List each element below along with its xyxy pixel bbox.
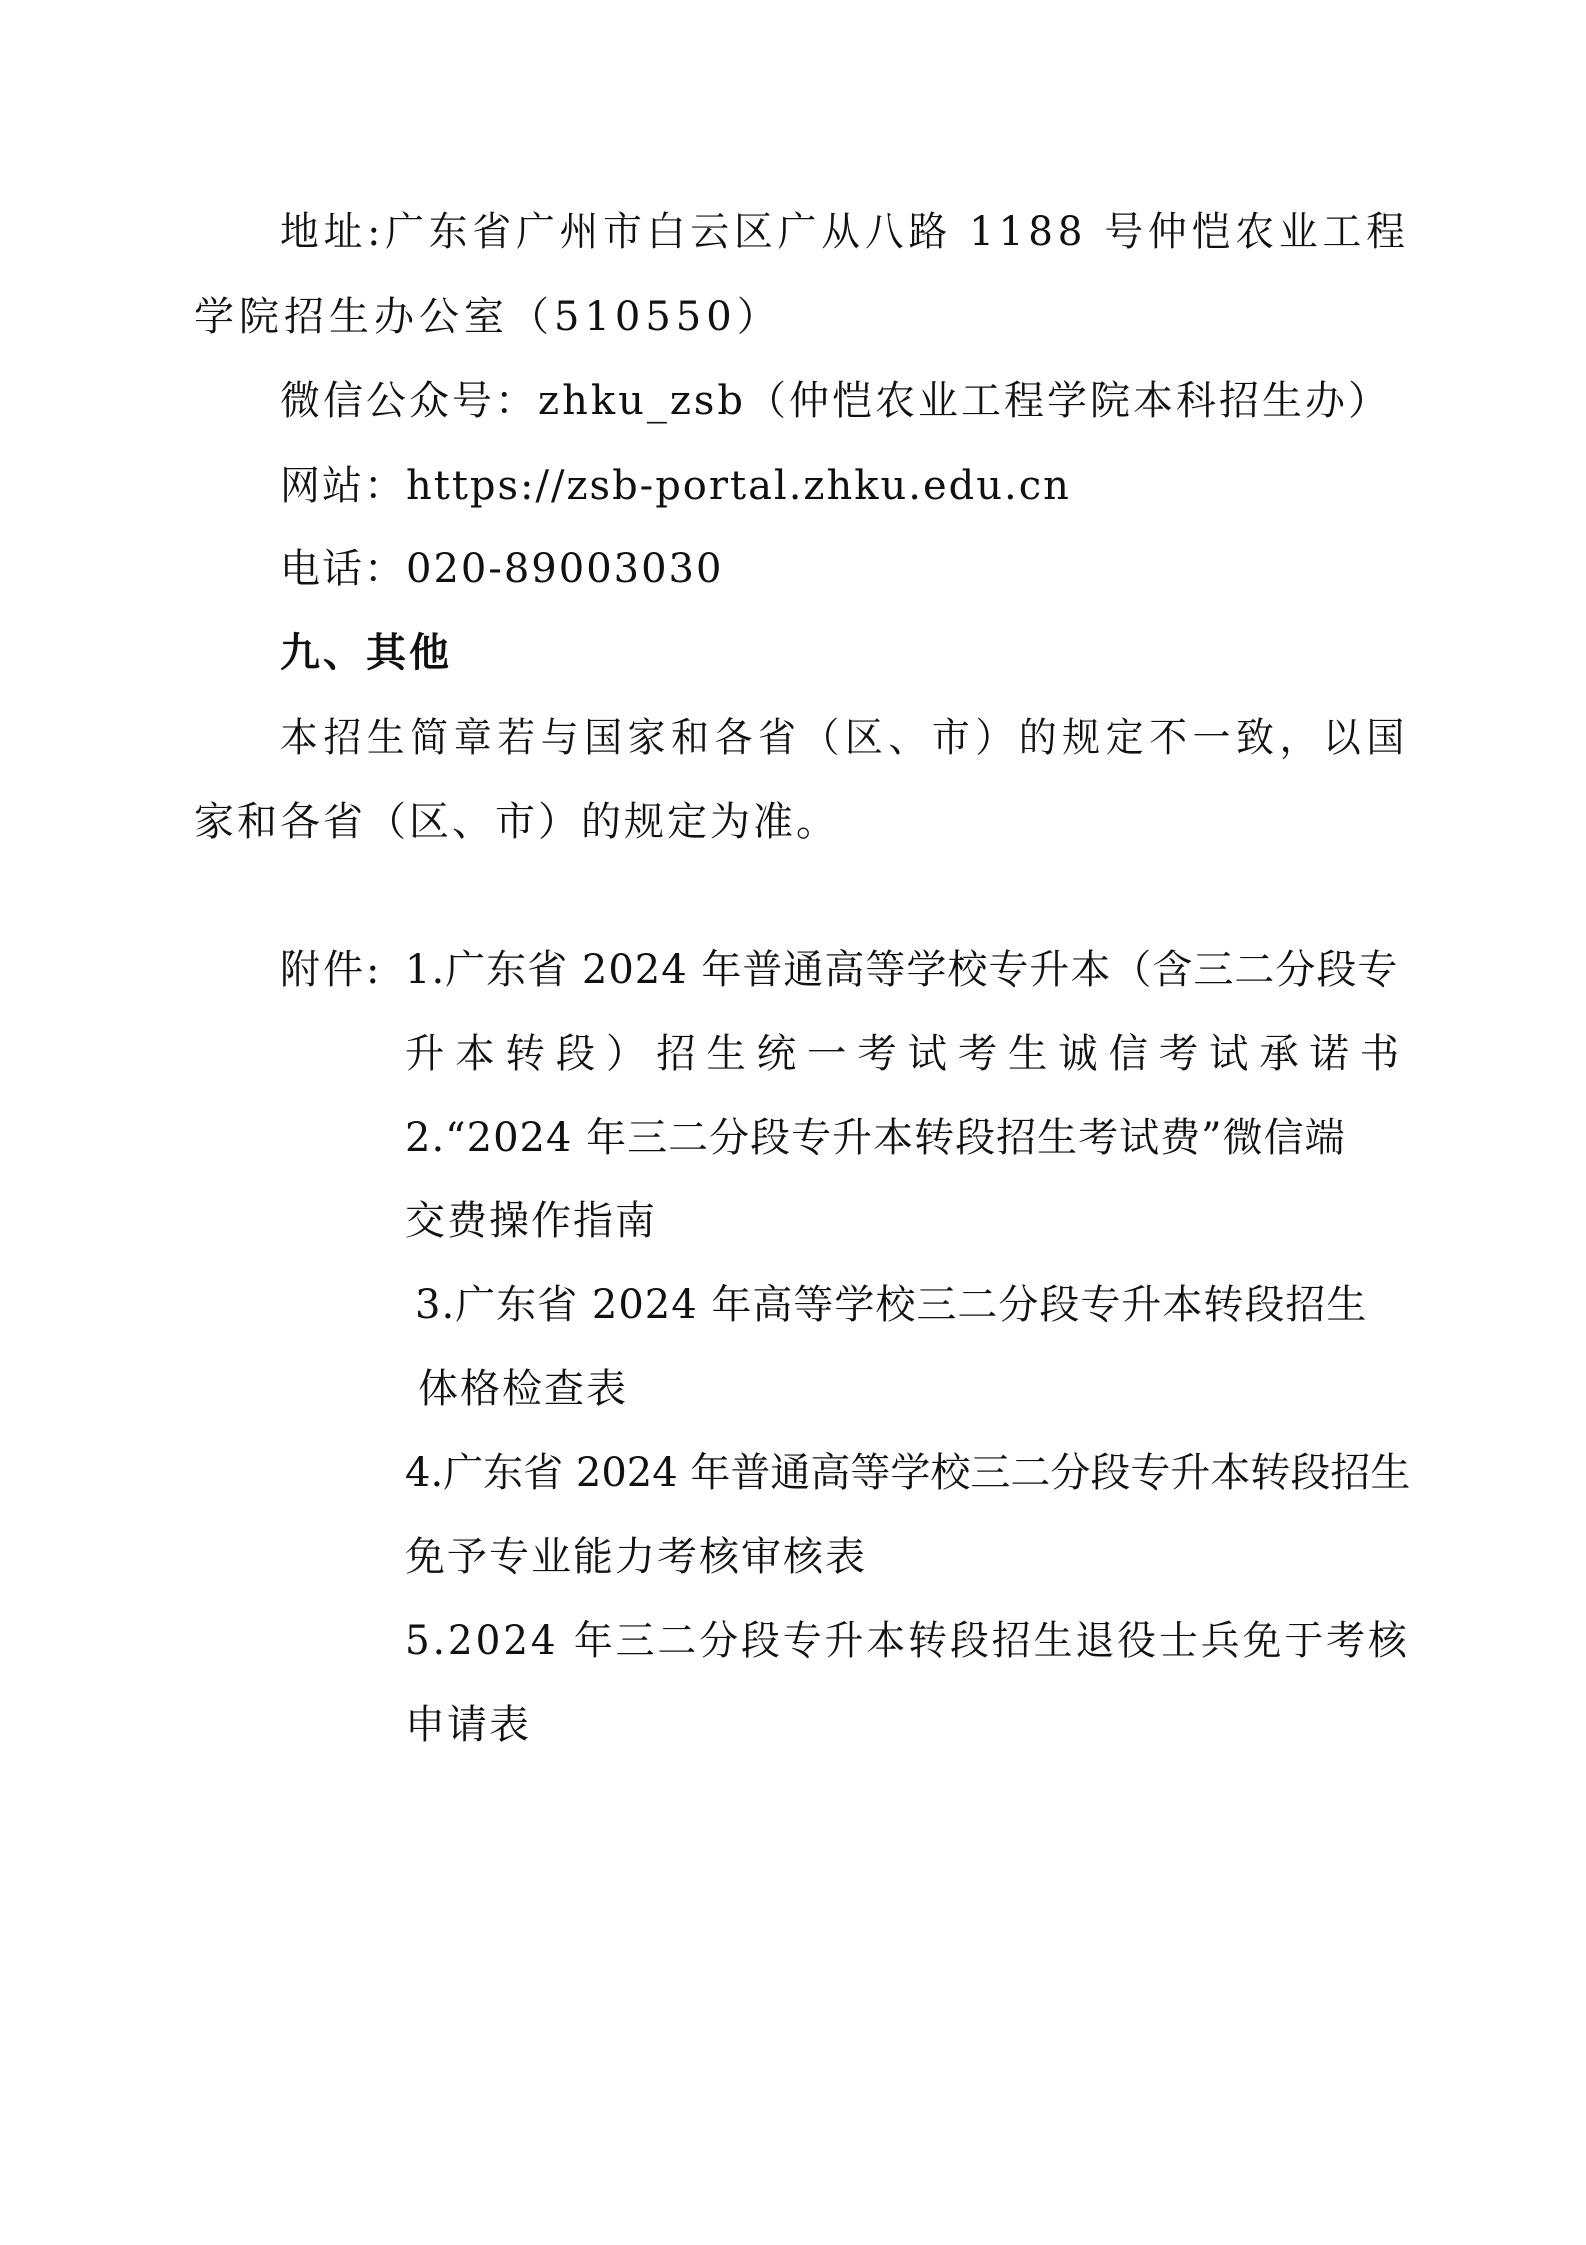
attachment-1-line-1: 1.广东省 2024 年普通高等学校专升本（含三二分段专 — [405, 947, 1399, 993]
attachment-2-line-1: 2.“2024 年三二分段专升本转段招生考试费”微信端 — [405, 1115, 1346, 1161]
attachments-label: 附件: — [280, 947, 383, 993]
phone-line: 电话：020-89003030 — [280, 546, 724, 592]
section-heading-other: 九、其他 — [280, 630, 452, 676]
attachment-5-line-1: 5.2024 年三二分段专升本转段招生退役士兵免于考核 — [405, 1618, 1410, 1664]
attachment-3-line-1: 3.广东省 2024 年高等学校三二分段专升本转段招生 — [415, 1282, 1368, 1328]
wechat-account: 微信公众号：zhku_zsb（仲恺农业工程学院本科招生办） — [280, 378, 1392, 424]
address-line-1: 地址:广东省广州市白云区广从八路 1188 号仲恺农业工程 — [280, 209, 1410, 255]
attachment-5-line-2: 申请表 — [405, 1702, 531, 1748]
website-line: 网站：https://zsb-portal.zhku.edu.cn — [280, 463, 1071, 509]
attachment-4-line-1: 4.广东省 2024 年普通高等学校三二分段专升本转段招生 — [405, 1450, 1411, 1496]
attachment-4-line-2: 免予专业能力考核审核表 — [405, 1534, 867, 1580]
other-paragraph-line-2: 家和各省（区、市）的规定为准。 — [194, 799, 839, 845]
address-line-2: 学院招生办公室（510550） — [194, 294, 782, 340]
attachment-3-line-2: 体格检查表 — [418, 1366, 628, 1412]
other-paragraph-line-1: 本招生简章若与国家和各省（区、市）的规定不一致，以国 — [280, 715, 1410, 761]
attachment-2-line-2: 交费操作指南 — [405, 1198, 657, 1244]
attachment-1-line-2: 升本转段）招生统一考试考生诚信考试承诺书 — [405, 1031, 1411, 1077]
